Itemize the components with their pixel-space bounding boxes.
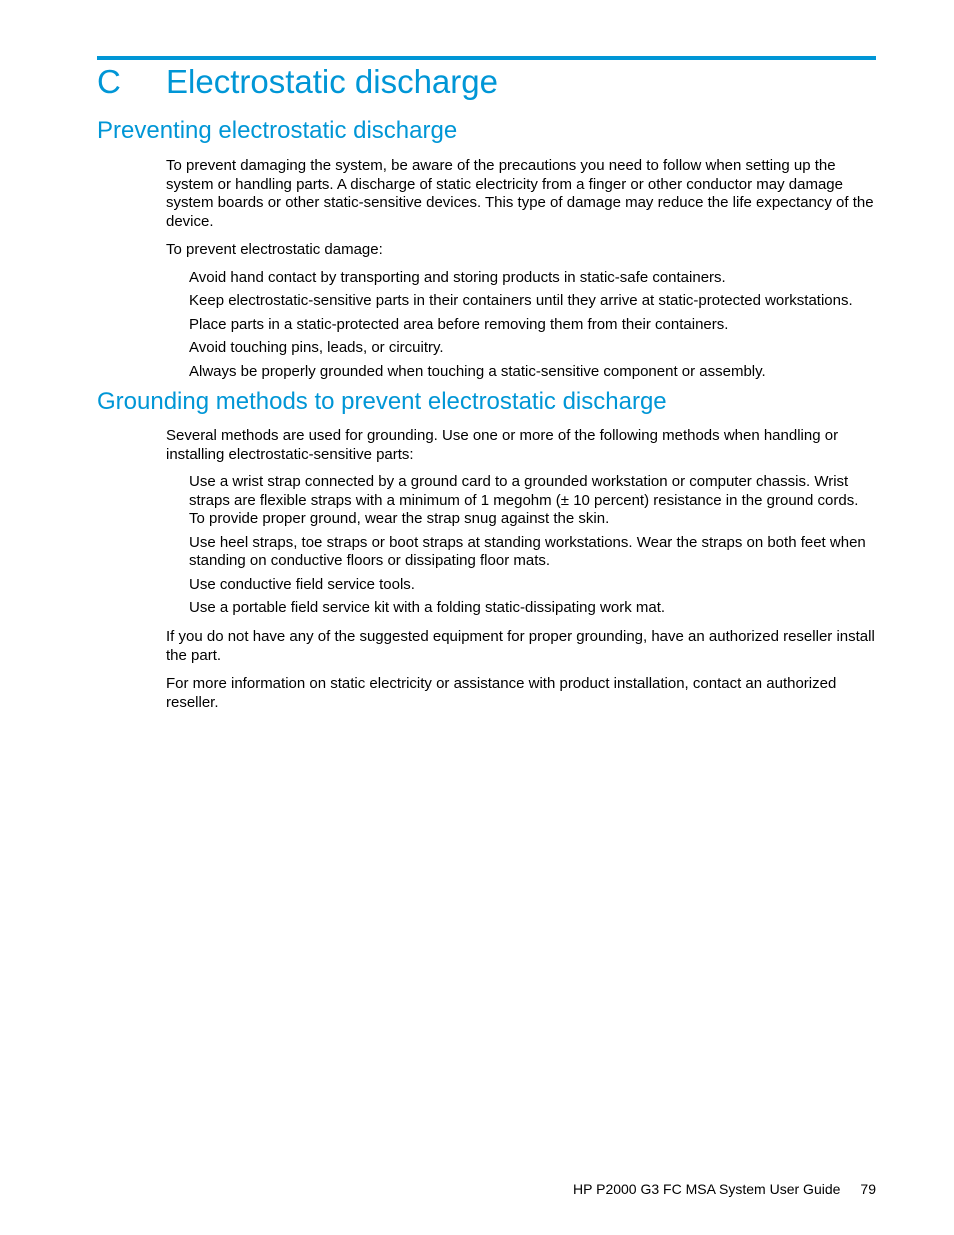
list-item: Use conductive field service tools. [189,575,415,593]
list-item: Keep electrostatic-sensitive parts in their containers until they arrive at static-protected workstations. [189,292,853,310]
list-item: Use a wrist strap connected by a ground card to a grounded workstation or computer chassis. Wrist straps are flexible straps with a minimum of 1 megohm (± 10 percent) resistance in the ground cords. To provide proper ground, wear the strap snug against the skin. [189,473,859,528]
page-footer [573,1180,876,1198]
section2-paragraph-intro: Several methods are used for grounding. Use one or more of the following methods when handling or installing electrostatic-sensitive parts: [166,427,839,463]
list-item: Avoid hand contact by transporting and storing products in static-safe containers. [189,269,726,286]
section2-bullet-list [189,473,876,622]
section-heading-grounding: Grounding methods to prevent electrostatic discharge [97,388,667,415]
list-item: Always be properly grounded when touching a static-sensitive component or assembly. [189,362,766,380]
chapter-title [97,60,498,104]
page-number: 79 [860,1181,876,1197]
chapter-title-text: Electrostatic discharge [166,63,498,100]
list-item: Avoid touching pins, leads, or circuitry. [189,339,444,357]
section1-paragraph-intro: To prevent damaging the system, be aware of the precautions you need to follow when setting up the system or handling parts. A discharge of static electricity from a finger or other conductor may damage system boards or other static-sensitive devices. This type of damage may reduce the life expectancy of the device. [166,157,874,230]
section-heading-preventing: Preventing electrostatic discharge [97,117,458,144]
section2-paragraph-more-info: For more information on static electricity or assistance with product installation, contact an authorized reseller. [166,675,837,711]
chapter-letter: C [97,63,121,100]
list-item: Use heel straps, toe straps or boot straps at standing workstations. Wear the straps on both feet when standing on conductive floors or dissipating floor mats. [189,533,866,570]
list-item: Place parts in a static-protected area before removing them from their containers. [189,315,729,333]
section1-paragraph-lead: To prevent electrostatic damage: [166,241,383,258]
section2-paragraph-equipment: If you do not have any of the suggested equipment for proper grounding, have an authorized reseller install the part. [166,628,875,664]
footer-guide-title: HP P2000 G3 FC MSA System User Guide [573,1181,841,1197]
section1-bullet-list [189,269,876,386]
list-item: Use a portable field service kit with a folding static-dissipating work mat. [189,598,666,616]
